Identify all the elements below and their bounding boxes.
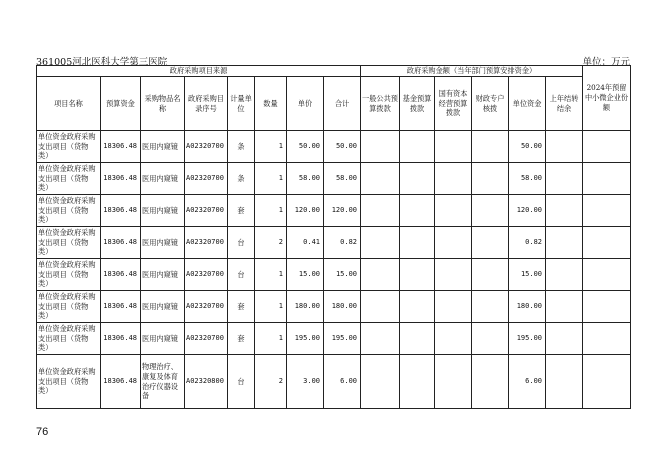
unit-header: 计量单位 (228, 77, 255, 131)
total-cell: 58.00 (324, 163, 361, 195)
total-cell: 6.00 (324, 355, 361, 409)
org-title: 361005河北医科大学第三医院 (36, 57, 168, 68)
general-cell (361, 195, 400, 227)
catalog-cell: A02320700 (185, 131, 228, 163)
unit-cell: 台 (228, 259, 255, 291)
item-name-header: 采购物品名称 (141, 77, 185, 131)
state-capital-cell (435, 131, 472, 163)
unit-funds-cell: 120.00 (509, 195, 546, 227)
price-cell: 15.00 (287, 259, 324, 291)
general-cell (361, 227, 400, 259)
catalog-cell: A02320700 (185, 291, 228, 323)
total-header: 合计 (324, 77, 361, 131)
price-cell: 120.00 (287, 195, 324, 227)
total-cell: 0.82 (324, 227, 361, 259)
special-cell (472, 355, 509, 409)
unit-cell: 套 (228, 323, 255, 355)
price-cell: 195.00 (287, 323, 324, 355)
table-row (37, 163, 631, 195)
total-cell: 180.00 (324, 291, 361, 323)
carryover-cell (546, 163, 583, 195)
general-cell (361, 131, 400, 163)
project-cell: 单位资金政府采购支出项目（货物类） (37, 131, 101, 163)
unit-label: 单位：万元 (582, 57, 630, 68)
unit-funds-cell: 180.00 (509, 291, 546, 323)
budget-cell: 18306.48 (101, 195, 141, 227)
state-capital-cell (435, 163, 472, 195)
qty-cell: 1 (255, 259, 287, 291)
amount-group-header: 政府采购金额（当年部门预算安排资金） (361, 66, 583, 77)
catalog-cell: A02320700 (185, 195, 228, 227)
unit-funds-cell: 58.00 (509, 163, 546, 195)
qty-cell: 1 (255, 131, 287, 163)
state-capital-cell (435, 291, 472, 323)
qty-cell: 1 (255, 163, 287, 195)
total-cell: 120.00 (324, 195, 361, 227)
sme-cell (583, 291, 631, 323)
unit-funds-cell: 15.00 (509, 259, 546, 291)
table-row (37, 323, 631, 355)
sme-cell (583, 355, 631, 409)
catalog-no-header: 政府采购目录序号 (185, 77, 228, 131)
budget-cell: 18306.48 (101, 291, 141, 323)
item-cell: 医用内窥镜 (141, 323, 185, 355)
carryover-cell (546, 259, 583, 291)
sme-share-header: 2024年预留中小微企业份额 (583, 66, 631, 131)
special-cell (472, 227, 509, 259)
project-cell: 单位资金政府采购支出项目（货物类） (37, 323, 101, 355)
fund-cell (400, 131, 435, 163)
item-cell: 医用内窥镜 (141, 291, 185, 323)
carryover-header: 上年结转结余 (546, 77, 583, 131)
catalog-cell: A02320700 (185, 259, 228, 291)
total-cell: 15.00 (324, 259, 361, 291)
price-cell: 180.00 (287, 291, 324, 323)
fund-cell (400, 259, 435, 291)
fund-cell (400, 355, 435, 409)
item-cell: 医用内窥镜 (141, 131, 185, 163)
qty-cell: 2 (255, 227, 287, 259)
unit-funds-cell: 6.00 (509, 355, 546, 409)
state-capital-header: 国有资本经营预算拨款 (435, 77, 472, 131)
carryover-cell (546, 355, 583, 409)
state-capital-cell (435, 355, 472, 409)
item-cell: 医用内窥镜 (141, 163, 185, 195)
budget-cell: 18306.48 (101, 259, 141, 291)
sme-cell (583, 163, 631, 195)
table-row (37, 131, 631, 163)
budget-cell: 18306.48 (101, 227, 141, 259)
source-group-header: 政府采购项目来源 (37, 66, 361, 77)
general-cell (361, 259, 400, 291)
project-cell: 单位资金政府采购支出项目（货物类） (37, 259, 101, 291)
unit-funds-cell: 195.00 (509, 323, 546, 355)
catalog-cell: A02320700 (185, 323, 228, 355)
budget-cell: 18306.48 (101, 355, 141, 409)
budget-cell: 18306.48 (101, 323, 141, 355)
special-cell (472, 259, 509, 291)
carryover-cell (546, 195, 583, 227)
state-capital-cell (435, 195, 472, 227)
item-cell: 医用内窥镜 (141, 227, 185, 259)
page-number: 76 (36, 426, 49, 438)
total-cell: 50.00 (324, 131, 361, 163)
table-row (37, 227, 631, 259)
special-cell (472, 195, 509, 227)
project-cell: 单位资金政府采购支出项目（货物类） (37, 195, 101, 227)
general-cell (361, 163, 400, 195)
unit-cell: 台 (228, 227, 255, 259)
qty-cell: 1 (255, 195, 287, 227)
qty-cell: 1 (255, 323, 287, 355)
budget-cell: 18306.48 (101, 163, 141, 195)
project-cell: 单位资金政府采购支出项目（货物类） (37, 163, 101, 195)
catalog-cell: A02320800 (185, 355, 228, 409)
state-capital-cell (435, 259, 472, 291)
unit-funds-cell: 0.82 (509, 227, 546, 259)
procurement-table (36, 65, 631, 409)
budget-cell: 18306.48 (101, 131, 141, 163)
general-cell (361, 323, 400, 355)
special-cell (472, 291, 509, 323)
general-budget-header: 一般公共预算拨款 (361, 77, 400, 131)
carryover-cell (546, 323, 583, 355)
catalog-cell: A02320700 (185, 227, 228, 259)
total-cell: 195.00 (324, 323, 361, 355)
carryover-cell (546, 131, 583, 163)
special-cell (472, 163, 509, 195)
price-header: 单价 (287, 77, 324, 131)
table-row (37, 355, 631, 409)
state-capital-cell (435, 227, 472, 259)
carryover-cell (546, 227, 583, 259)
item-cell: 物理治疗、康复及体育治疗仪器设备 (141, 355, 185, 409)
table-row (37, 195, 631, 227)
table-row (37, 291, 631, 323)
special-cell (472, 323, 509, 355)
unit-cell: 台 (228, 355, 255, 409)
price-cell: 50.00 (287, 131, 324, 163)
qty-header: 数量 (255, 77, 287, 131)
sme-cell (583, 323, 631, 355)
fund-cell (400, 323, 435, 355)
project-name-header: 项目名称 (37, 77, 101, 131)
unit-cell: 套 (228, 195, 255, 227)
carryover-cell (546, 291, 583, 323)
sme-cell (583, 227, 631, 259)
qty-cell: 2 (255, 355, 287, 409)
sme-cell (583, 131, 631, 163)
unit-cell: 套 (228, 291, 255, 323)
general-cell (361, 355, 400, 409)
catalog-cell: A02320700 (185, 163, 228, 195)
unit-funds-header: 单位资金 (509, 77, 546, 131)
fund-cell (400, 227, 435, 259)
sme-cell (583, 195, 631, 227)
qty-cell: 1 (255, 291, 287, 323)
price-cell: 0.41 (287, 227, 324, 259)
special-cell (472, 131, 509, 163)
state-capital-cell (435, 323, 472, 355)
fund-budget-header: 基金预算拨款 (400, 77, 435, 131)
fund-cell (400, 195, 435, 227)
general-cell (361, 291, 400, 323)
budget-header: 预算资金 (101, 77, 141, 131)
unit-cell: 条 (228, 131, 255, 163)
special-account-header: 财政专户核拨 (472, 77, 509, 131)
price-cell: 58.00 (287, 163, 324, 195)
unit-funds-cell: 50.00 (509, 131, 546, 163)
item-cell: 医用内窥镜 (141, 195, 185, 227)
project-cell: 单位资金政府采购支出项目（货物类） (37, 291, 101, 323)
fund-cell (400, 291, 435, 323)
project-cell: 单位资金政府采购支出项目（货物类） (37, 227, 101, 259)
sme-cell (583, 259, 631, 291)
price-cell: 3.00 (287, 355, 324, 409)
unit-cell: 条 (228, 163, 255, 195)
item-cell: 医用内窥镜 (141, 259, 185, 291)
fund-cell (400, 163, 435, 195)
project-cell: 单位资金政府采购支出项目（货物类） (37, 355, 101, 409)
table-row (37, 259, 631, 291)
